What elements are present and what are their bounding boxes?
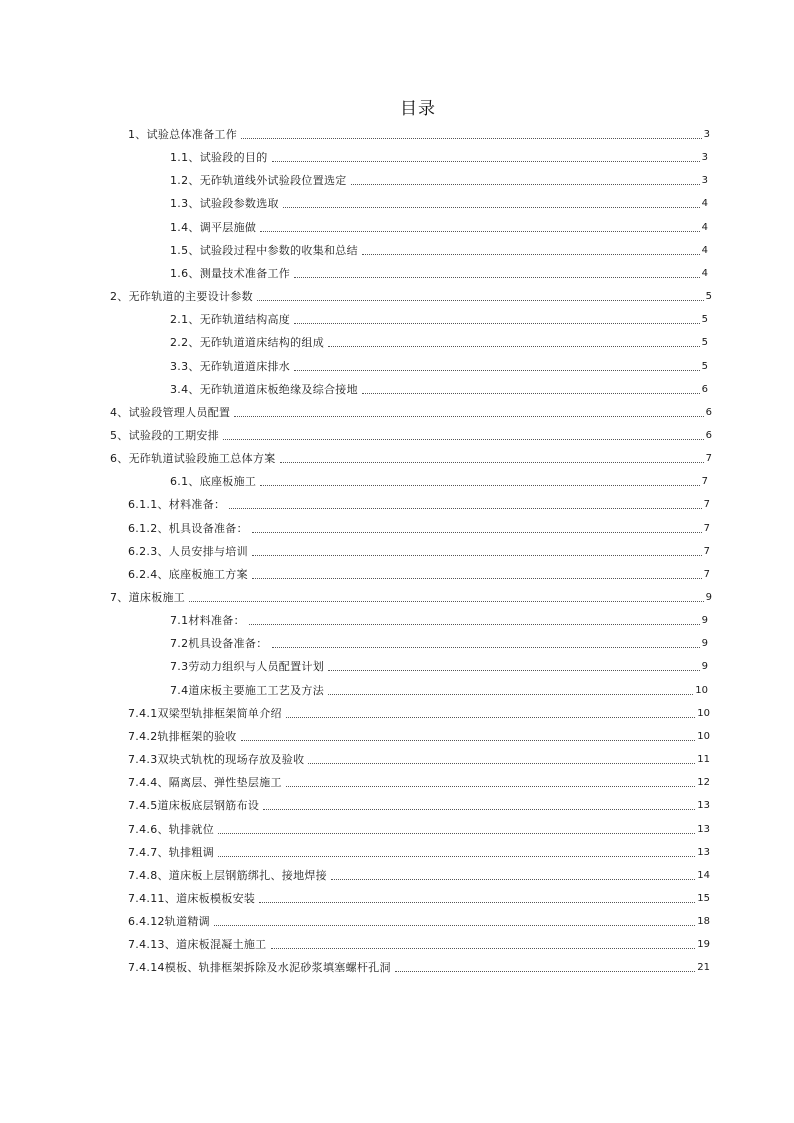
toc-entry-page-number: 4 xyxy=(701,245,708,256)
toc-entry[interactable] xyxy=(170,332,708,350)
toc-entry-page-number: 21 xyxy=(697,962,710,973)
toc-entry-label: 7、道床板施工 xyxy=(110,591,186,604)
toc-leader-dots xyxy=(218,832,695,834)
toc-leader-dots xyxy=(294,322,700,324)
toc-entry-label: 7.4道床板主要施工工艺及方法 xyxy=(170,684,324,697)
toc-leader-dots xyxy=(286,785,695,787)
toc-leader-dots xyxy=(214,924,695,926)
toc-entry-page-number: 9 xyxy=(701,661,708,672)
toc-entry[interactable] xyxy=(170,680,708,698)
toc-entry-page-number: 7 xyxy=(703,499,710,510)
toc-entry-page-number: 3 xyxy=(703,129,710,140)
toc-entry-label: 1.2、无砟轨道线外试验段位置选定 xyxy=(170,174,347,187)
toc-entry[interactable] xyxy=(110,286,712,304)
toc-leader-dots xyxy=(249,623,700,625)
toc-entry-page-number: 7 xyxy=(703,569,710,580)
toc-entry-label: 3.3、无砟轨道道床排水 xyxy=(170,360,291,373)
toc-entry-label: 6.1.1、材料准备： xyxy=(128,498,226,511)
toc-entry-page-number: 4 xyxy=(701,268,708,279)
toc-entry-page-number: 15 xyxy=(697,893,710,904)
toc-entry-label: 2.1、无砟轨道结构高度 xyxy=(170,313,291,326)
toc-entry-label: 7.4.7、轨排粗调 xyxy=(128,846,214,859)
toc-leader-dots xyxy=(241,739,696,741)
toc-entry-label: 7.2机具设备准备： xyxy=(170,637,268,650)
toc-entry-label: 5、试验段的工期安排 xyxy=(110,429,219,442)
toc-entry-label: 4、试验段管理人员配置 xyxy=(110,406,231,419)
toc-leader-dots xyxy=(362,392,700,394)
toc-entry[interactable] xyxy=(170,170,708,188)
toc-entry[interactable] xyxy=(128,124,710,142)
toc-entry-label: 1.1、试验段的目的 xyxy=(170,151,268,164)
toc-entry-page-number: 4 xyxy=(701,222,708,233)
toc-entry[interactable] xyxy=(170,263,708,281)
toc-entry[interactable] xyxy=(170,356,708,374)
toc-entry[interactable] xyxy=(110,448,712,466)
toc-entry-page-number: 13 xyxy=(697,824,710,835)
toc-entry-page-number: 10 xyxy=(697,708,710,719)
toc-entry-page-number: 7 xyxy=(703,523,710,534)
toc-entry-label: 6.2.4、底座板施工方案 xyxy=(128,568,248,581)
toc-entry-page-number: 9 xyxy=(701,638,708,649)
toc-entry[interactable] xyxy=(170,240,708,258)
toc-entry[interactable] xyxy=(110,587,712,605)
toc-leader-dots xyxy=(271,947,696,949)
toc-entry-page-number: 10 xyxy=(695,685,708,696)
toc-entry[interactable] xyxy=(128,957,710,975)
toc-entry-page-number: 3 xyxy=(701,175,708,186)
toc-entry[interactable] xyxy=(128,726,710,744)
toc-entry-label: 6、无砟轨道试验段施工总体方案 xyxy=(110,452,276,465)
toc-leader-dots xyxy=(263,808,695,810)
toc-entry[interactable] xyxy=(128,888,710,906)
toc-leader-dots xyxy=(257,299,704,301)
toc-entry-label: 7.4.6、轨排就位 xyxy=(128,823,214,836)
toc-entry-page-number: 9 xyxy=(705,592,712,603)
toc-entry-page-number: 6 xyxy=(705,407,712,418)
toc-entry-label: 6.1、底座板施工 xyxy=(170,475,257,488)
toc-leader-dots xyxy=(241,137,702,139)
toc-entry-page-number: 18 xyxy=(697,916,710,927)
toc-entry[interactable] xyxy=(170,610,708,628)
toc-leader-dots xyxy=(218,855,695,857)
toc-entry-label: 6.2.3、人员安排与培训 xyxy=(128,545,248,558)
toc-entry[interactable] xyxy=(110,425,712,443)
toc-leader-dots xyxy=(223,438,704,440)
toc-entry-page-number: 13 xyxy=(697,800,710,811)
toc-entry-page-number: 11 xyxy=(697,754,710,765)
toc-leader-dots xyxy=(294,369,700,371)
toc-entry-label: 1.4、调平层施做 xyxy=(170,221,257,234)
toc-leader-dots xyxy=(259,901,695,903)
toc-entry[interactable] xyxy=(128,564,710,582)
toc-entry-label: 2、无砟轨道的主要设计参数 xyxy=(110,290,253,303)
toc-entry[interactable] xyxy=(170,147,708,165)
toc-entry-page-number: 3 xyxy=(701,152,708,163)
toc-entry-page-number: 13 xyxy=(697,847,710,858)
toc-entry-label: 7.4.2轨排框架的验收 xyxy=(128,730,237,743)
toc-leader-dots xyxy=(362,253,700,255)
toc-entry-page-number: 4 xyxy=(701,198,708,209)
toc-entry[interactable] xyxy=(170,309,708,327)
toc-entry[interactable] xyxy=(128,749,710,767)
toc-leader-dots xyxy=(189,600,704,602)
toc-entry-page-number: 6 xyxy=(705,430,712,441)
toc-entry-page-number: 10 xyxy=(697,731,710,742)
toc-leader-dots xyxy=(308,762,695,764)
toc-entry-page-number: 5 xyxy=(701,314,708,325)
toc-entry-label: 1.6、测量技术准备工作 xyxy=(170,267,291,280)
toc-entry-label: 7.4.14模板、轨排框架拆除及水泥砂浆填塞螺杆孔洞 xyxy=(128,961,391,974)
toc-leader-dots xyxy=(286,716,695,718)
toc-leader-dots xyxy=(260,484,699,486)
toc-entry-label: 7.4.11、道床板模板安装 xyxy=(128,892,256,905)
toc-entry[interactable] xyxy=(128,865,710,883)
toc-entry[interactable] xyxy=(170,656,708,674)
toc-entry-page-number: 9 xyxy=(701,615,708,626)
toc-leader-dots xyxy=(331,878,695,880)
toc-entry[interactable] xyxy=(110,402,712,420)
toc-entry[interactable] xyxy=(128,541,710,559)
toc-leader-dots xyxy=(283,206,700,208)
toc-entry-page-number: 12 xyxy=(697,777,710,788)
toc-entry-label: 6.1.2、机具设备准备： xyxy=(128,522,248,535)
toc-leader-dots xyxy=(272,160,700,162)
toc-leader-dots xyxy=(351,183,700,185)
toc-entry-page-number: 19 xyxy=(697,939,710,950)
toc-entry[interactable] xyxy=(170,217,708,235)
toc-entry-label: 7.4.4、隔离层、弹性垫层施工 xyxy=(128,776,282,789)
toc-leader-dots xyxy=(294,276,700,278)
toc-leader-dots xyxy=(252,531,702,533)
toc-entry[interactable] xyxy=(128,842,710,860)
toc-entry-label: 3.4、无砟轨道道床板绝缘及综合接地 xyxy=(170,383,358,396)
toc-entry[interactable] xyxy=(170,471,708,489)
toc-entry-page-number: 6 xyxy=(701,384,708,395)
toc-entry-label: 6.4.12轨道精调 xyxy=(128,915,210,928)
toc-entry[interactable] xyxy=(128,934,710,952)
toc-entry[interactable] xyxy=(128,494,710,512)
toc-entry-label: 1.5、试验段过程中参数的收集和总结 xyxy=(170,244,358,257)
toc-leader-dots xyxy=(260,230,699,232)
toc-entry-label: 7.1材料准备： xyxy=(170,614,245,627)
toc-entry-page-number: 5 xyxy=(701,337,708,348)
toc-entry-label: 7.4.1双梁型轨排框架简单介绍 xyxy=(128,707,282,720)
toc-entry-label: 7.4.8、道床板上层钢筋绑扎、接地焊接 xyxy=(128,869,327,882)
toc-leader-dots xyxy=(328,693,693,695)
toc-leader-dots xyxy=(395,970,695,972)
toc-entry[interactable] xyxy=(128,518,710,536)
toc-leader-dots xyxy=(252,577,702,579)
toc-title: 目录 xyxy=(400,99,436,119)
toc-entry-label: 1.3、试验段参数选取 xyxy=(170,197,279,210)
toc-entry[interactable] xyxy=(128,819,710,837)
toc-entry-label: 7.4.3双块式轨枕的现场存放及验收 xyxy=(128,753,305,766)
toc-leader-dots xyxy=(229,507,701,509)
toc-leader-dots xyxy=(272,646,700,648)
toc-leader-dots xyxy=(328,345,700,347)
toc-entry-label: 1、试验总体准备工作 xyxy=(128,128,237,141)
toc-entry[interactable] xyxy=(128,911,710,929)
toc-entry[interactable] xyxy=(170,193,708,211)
toc-leader-dots xyxy=(252,554,702,556)
toc-entry[interactable] xyxy=(128,772,710,790)
toc-leader-dots xyxy=(234,415,703,417)
toc-entry-page-number: 5 xyxy=(701,361,708,372)
toc-entry-page-number: 7 xyxy=(701,476,708,487)
toc-entry[interactable] xyxy=(170,633,708,651)
toc-entry-label: 7.4.13、道床板混凝土施工 xyxy=(128,938,267,951)
toc-leader-dots xyxy=(328,669,700,671)
toc-entry-label: 7.4.5道床板底层钢筋布设 xyxy=(128,799,260,812)
toc-entry[interactable] xyxy=(170,379,708,397)
toc-entry[interactable] xyxy=(128,703,710,721)
toc-entry[interactable] xyxy=(128,795,710,813)
toc-entry-label: 2.2、无砟轨道道床结构的组成 xyxy=(170,336,324,349)
toc-entry-page-number: 7 xyxy=(705,453,712,464)
toc-entry-label: 7.3劳动力组织与人员配置计划 xyxy=(170,660,324,673)
toc-entry-page-number: 5 xyxy=(705,291,712,302)
toc-entry-page-number: 14 xyxy=(697,870,710,881)
toc-leader-dots xyxy=(280,461,704,463)
toc-entry-page-number: 7 xyxy=(703,546,710,557)
